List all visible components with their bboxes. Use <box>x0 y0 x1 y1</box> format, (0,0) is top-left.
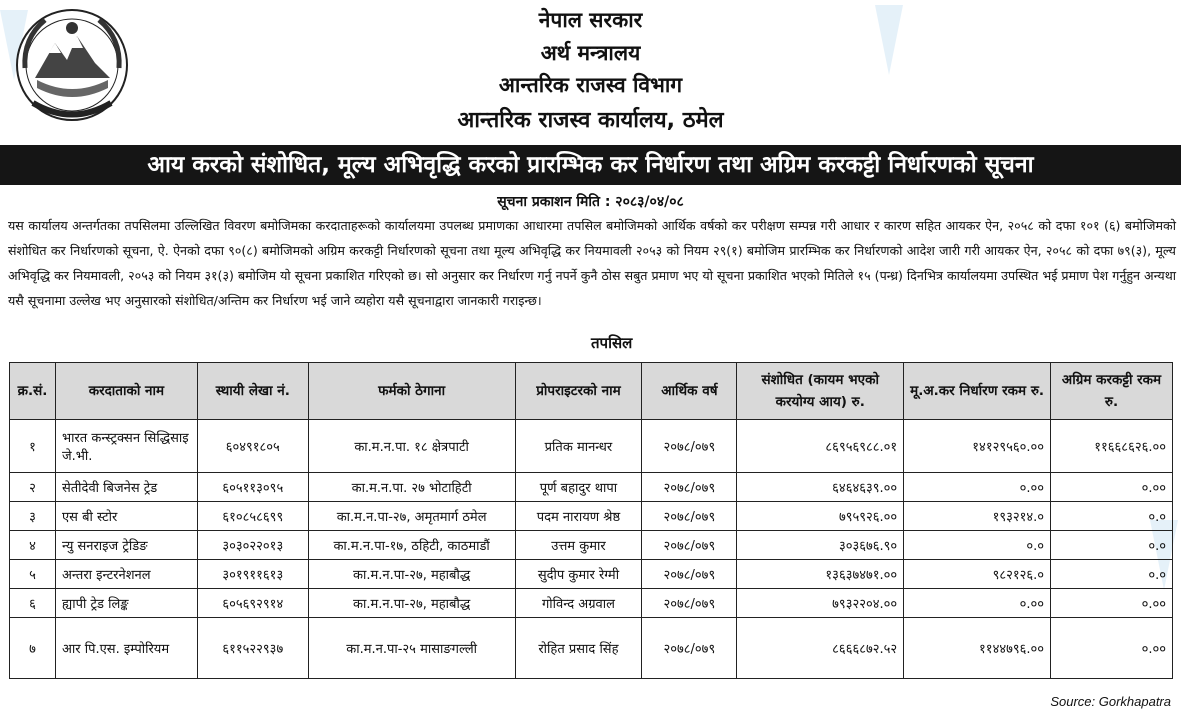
cell-revised-income: ६४६४६३९.०० <box>737 473 904 502</box>
cell-vat-amount: ०.०० <box>904 473 1051 502</box>
cell-taxpayer-name: न्यु सनराइज ट्रेडिङ <box>55 531 197 560</box>
header-serial: क्र.सं. <box>10 363 56 420</box>
cell-fiscal-year: २०७८/०७९ <box>642 560 737 589</box>
header-fiscal-year: आर्थिक वर्ष <box>642 363 737 420</box>
cell-address: का.म.न.पा-२७, अमृतमार्ग ठमेल <box>308 502 515 531</box>
cell-pan: ३०१९११६१३ <box>197 560 308 589</box>
table-row <box>10 618 1173 679</box>
table-row <box>10 502 1173 531</box>
cell-taxpayer-name: अन्तरा इन्टरनेशनल <box>55 560 197 589</box>
cell-serial: ३ <box>10 502 56 531</box>
cell-revised-income: १३६३७४७१.०० <box>737 560 904 589</box>
table-row <box>10 473 1173 502</box>
cell-serial: ५ <box>10 560 56 589</box>
cell-revised-income: ७९३२२०४.०० <box>737 589 904 618</box>
cell-advance-tax: ०.० <box>1051 560 1173 589</box>
header-line-department: आन्तरिक राजस्व विभाग <box>498 73 683 97</box>
cell-advance-tax: ०.०० <box>1051 618 1173 679</box>
cell-proprietor: रोहित प्रसाद सिंह <box>515 618 642 679</box>
header-line-office: आन्तरिक राजस्व कार्यालय, ठमेल <box>457 108 724 133</box>
cell-fiscal-year: २०७८/०७९ <box>642 531 737 560</box>
cell-advance-tax: ११६६८६२६.०० <box>1051 420 1173 473</box>
header-line-government: नेपाल सरकार <box>538 8 643 32</box>
cell-proprietor: गोविन्द अग्रवाल <box>515 589 642 618</box>
notice-header <box>0 0 1181 145</box>
header-advance-tax: अग्रिम करकट्टी रकम रु. <box>1051 363 1173 420</box>
table-row <box>10 589 1173 618</box>
cell-address: का.म.न.पा-१७, ठहिटी, काठमाडौं <box>308 531 515 560</box>
cell-proprietor: पदम नारायण श्रेष्ठ <box>515 502 642 531</box>
header-firm-address: फर्मको ठेगाना <box>308 363 515 420</box>
cell-fiscal-year: २०७८/०७९ <box>642 473 737 502</box>
table-row <box>10 560 1173 589</box>
notice-paragraph: यस कार्यालय अन्तर्गतका तपसिलमा उल्लिखित विवरण बमोजिमका करदाताहरूको कार्यालयमा उपलब्ध प्रमाणका आधारमा तपसिल बमोजिमको आर्थिक वर्षको कर परीक्षण सम्पन्न गरी आधार र कारण सहित आयकर ऐन, २०५८ को दफा १०१ (६) बमोजिमको संशोधित कर निर्धारणको सूचना, ऐ. ऐनको दफा ९०(८) बमोजिमको अग्रिम करकट्टी निर्धारणको सूचना तथा मूल्य अभिवृद्धि कर नियमावली २०५३ को नियम २९(१) बमोजिम प्रारम्भिक कर निर्धारणको आदेश जारी गरी आयकर ऐन, २०५८ को दफा ७९(३), मूल्य अभिवृद्धि कर नियमावली, २०५३ को नियम ३१(३) बमोजिम यो सूचना प्रकाशित गरिएको छ। सो अनुसार कर निर्धारण गर्नु नपर्ने कुनै ठोस सबुत प्रमाण भए यो सूचना प्रकाशित भएको मितिले १५ (पन्ध्र) दिनभित्र कार्यालयमा उपस्थित भई प्रमाण पेश गर्नुहुन अन्यथा यसै सूचनामा उल्लेख भए अनुसारको संशोधित/अन्तिम कर निर्धारण भई जाने व्यहोरा यसै सूचनाद्वारा जानकारी गराइन्छ। <box>8 218 1176 308</box>
cell-advance-tax: ०.०० <box>1051 473 1173 502</box>
header-proprietor: प्रोपराइटरको नाम <box>515 363 642 420</box>
cell-vat-amount: ९८२१२६.० <box>904 560 1051 589</box>
cell-vat-amount: १९३२१४.० <box>904 502 1051 531</box>
cell-address: का.म.न.पा-२५ मासाङगल्ली <box>308 618 515 679</box>
table-row <box>10 531 1173 560</box>
notice-title-banner: आय करको संशोधित, मूल्य अभिवृद्धि करको प्रारम्भिक कर निर्धारण तथा अग्रिम करकट्टी निर्धारणको सूचना <box>0 145 1181 185</box>
cell-pan: ६०४९१८०५ <box>197 420 308 473</box>
taxpayer-table <box>9 362 1173 679</box>
cell-pan: ६०५६९२९१४ <box>197 589 308 618</box>
cell-pan: ३०३०२२०१३ <box>197 531 308 560</box>
cell-revised-income: ८६९५६९८८.०१ <box>737 420 904 473</box>
details-heading: तपसिल <box>591 334 633 352</box>
cell-fiscal-year: २०७८/०७९ <box>642 618 737 679</box>
cell-pan: ६१०८५८६९९ <box>197 502 308 531</box>
cell-vat-amount: १४१२९५६०.०० <box>904 420 1051 473</box>
cell-revised-income: ३०३६७६.९० <box>737 531 904 560</box>
cell-proprietor: सुदीप कुमार रेग्मी <box>515 560 642 589</box>
cell-vat-amount: ०.०० <box>904 589 1051 618</box>
header-vat-amount: मू.अ.कर निर्धारण रकम रु. <box>904 363 1051 420</box>
cell-address: का.म.न.पा-२७, महाबौद्ध <box>308 560 515 589</box>
cell-vat-amount: ०.० <box>904 531 1051 560</box>
cell-taxpayer-name: ह्यापी ट्रेड लिङ्क <box>55 589 197 618</box>
cell-serial: २ <box>10 473 56 502</box>
header-line-ministry: अर्थ मन्त्रालय <box>540 41 641 65</box>
cell-taxpayer-name: सेतीदेवी बिजनेस ट्रेड <box>55 473 197 502</box>
table-header-row <box>10 363 1173 420</box>
cell-fiscal-year: २०७८/०७९ <box>642 420 737 473</box>
cell-proprietor: पूर्ण बहादुर थापा <box>515 473 642 502</box>
cell-revised-income: ८६६६८७२.५२ <box>737 618 904 679</box>
header-pan: स्थायी लेखा नं. <box>197 363 308 420</box>
cell-serial: ६ <box>10 589 56 618</box>
cell-revised-income: ७९५९२६.०० <box>737 502 904 531</box>
cell-taxpayer-name: एस बी स्टोर <box>55 502 197 531</box>
cell-fiscal-year: २०७८/०७९ <box>642 589 737 618</box>
cell-advance-tax: ०.० <box>1051 502 1173 531</box>
cell-vat-amount: ११४४७९६.०० <box>904 618 1051 679</box>
cell-proprietor: उत्तम कुमार <box>515 531 642 560</box>
cell-advance-tax: ०.० <box>1051 531 1173 560</box>
cell-address: का.म.न.पा-२७, महाबौद्ध <box>308 589 515 618</box>
table-row <box>10 420 1173 473</box>
publish-date: सूचना प्रकाशन मिति : २०८३/०४/०८ <box>497 194 684 210</box>
header-revised-income: संशोधित (कायम भएको करयोग्य आय) रु. <box>737 363 904 420</box>
cell-address: का.म.न.पा. २७ भोटाहिटी <box>308 473 515 502</box>
cell-advance-tax: ०.०० <box>1051 589 1173 618</box>
cell-pan: ६०५११३०९५ <box>197 473 308 502</box>
header-taxpayer-name: करदाताको नाम <box>55 363 197 420</box>
cell-serial: १ <box>10 420 56 473</box>
cell-pan: ६११५२२९३७ <box>197 618 308 679</box>
cell-serial: ४ <box>10 531 56 560</box>
cell-proprietor: प्रतिक मानन्धर <box>515 420 642 473</box>
cell-fiscal-year: २०७८/०७९ <box>642 502 737 531</box>
cell-taxpayer-name: आर पि.एस. इम्पोरियम <box>55 618 197 679</box>
cell-address: का.म.न.पा. १८ क्षेत्रपाटी <box>308 420 515 473</box>
source-credit: Source: Gorkhapatra <box>1050 694 1171 709</box>
cell-taxpayer-name: भारत कन्स्ट्रक्सन सिद्धिसाइ जे.भी. <box>55 420 197 473</box>
cell-serial: ७ <box>10 618 56 679</box>
